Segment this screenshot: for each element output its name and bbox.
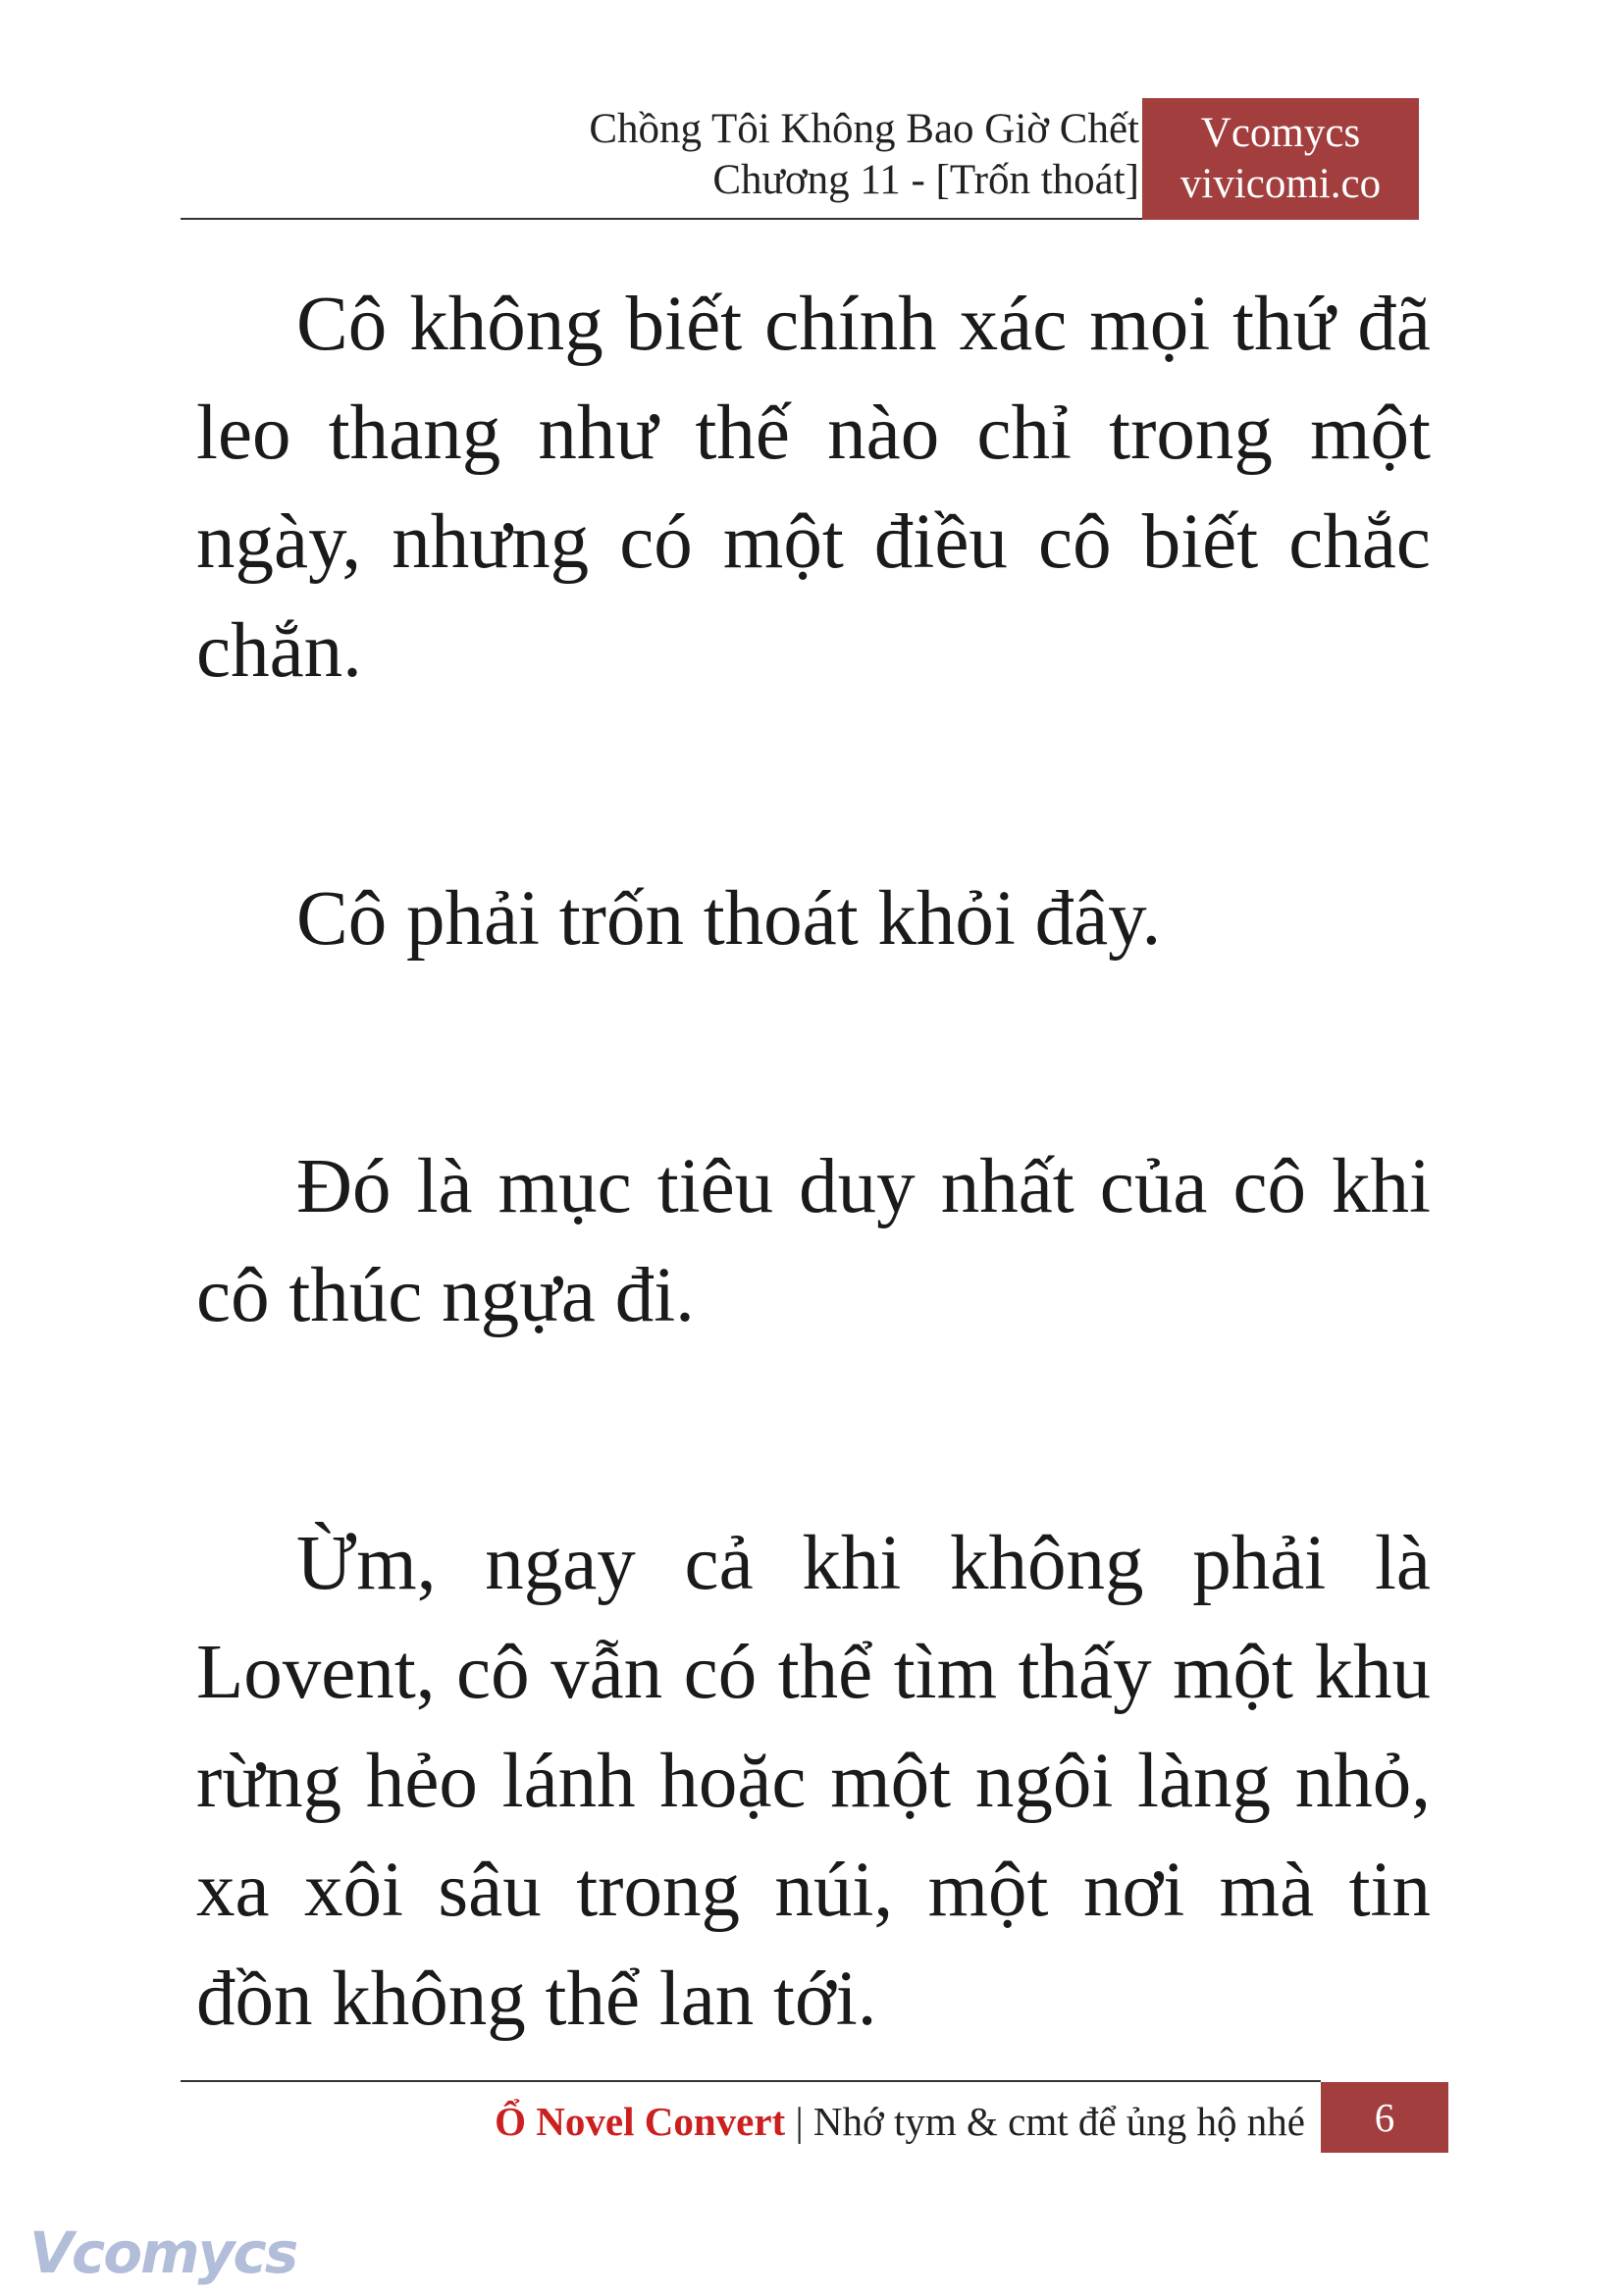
chapter-body: [196, 270, 1431, 2054]
footer-separator: |: [795, 2099, 804, 2144]
header-divider: [181, 218, 1142, 220]
footer-message: Nhớ tym & cmt để ủng hộ nhé: [812, 2099, 1305, 2144]
book-title: Chồng Tôi Không Bao Giờ Chết: [589, 106, 1139, 152]
watermark-logo: Vcomycs: [29, 2219, 297, 2286]
footer-brand: Ổ Novel Convert: [495, 2099, 786, 2144]
paragraph-2: Cô phải trốn thoát khỏi đây.: [296, 876, 1162, 962]
footer-divider: [181, 2080, 1321, 2082]
paragraph-3: Đó là mục tiêu duy nhất của cô khi cô thúc ngựa đi.: [196, 1144, 1431, 1338]
paragraph-1: Cô không biết chính xác mọi thứ đã leo thang như thế nào chỉ trong một ngày, nhưng có một điều cô biết chắc chắn.: [196, 282, 1431, 694]
paragraph-4: Ừm, ngay cả khi không phải là Lovent, cô vẫn có thể tìm thấy một khu rừng hẻo lánh hoặc một ngôi làng nhỏ, xa xôi sâu trong núi, một nơi mà tin đồn không thể lan tới.: [196, 1521, 1431, 2042]
header-titles: [589, 104, 1139, 206]
badge-name: Vcomycs: [1200, 110, 1361, 156]
page-number: 6: [1321, 2082, 1448, 2153]
badge-url: vivicomi.co: [1179, 161, 1382, 207]
site-badge: [1142, 98, 1419, 220]
chapter-title: Chương 11 - [Trốn thoát]: [712, 157, 1139, 203]
footer-line: [495, 2096, 1305, 2147]
